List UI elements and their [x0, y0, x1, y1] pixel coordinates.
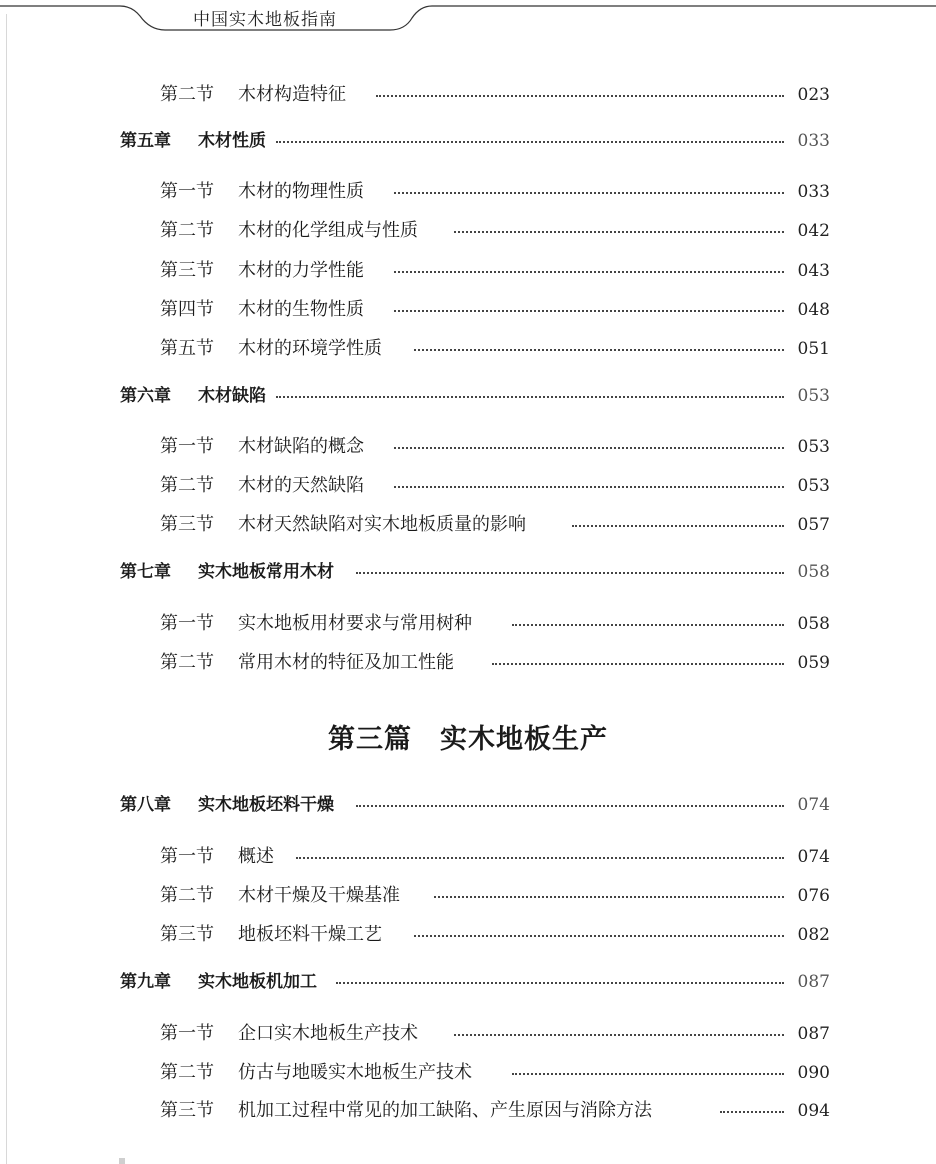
entry-title: 木材的天然缺陷 — [238, 475, 364, 496]
entry-title: 实木地板用材要求与常用树种 — [238, 613, 472, 634]
dot-leader — [720, 1111, 784, 1113]
entry-title: 木材干燥及干燥基准 — [238, 885, 400, 906]
entry-label: 第二节 — [160, 1062, 214, 1083]
entry-title: 常用木材的特征及加工性能 — [238, 652, 454, 673]
toc-chapter[interactable] — [0, 383, 936, 409]
entry-page: 042 — [797, 221, 830, 241]
entry-title: 木材天然缺陷对实木地板质量的影响 — [238, 514, 526, 535]
entry-title: 木材的化学组成与性质 — [238, 220, 418, 241]
entry-title: 木材的生物性质 — [238, 299, 364, 320]
toc-entry[interactable] — [0, 883, 936, 909]
dot-leader — [492, 663, 784, 665]
chapter-label: 第六章 — [120, 386, 171, 406]
dot-leader — [296, 857, 784, 859]
toc-entry[interactable] — [0, 179, 936, 205]
toc-entry[interactable] — [0, 1098, 936, 1124]
entry-page: 051 — [797, 339, 830, 359]
entry-label: 第二节 — [160, 84, 214, 105]
entry-label: 第二节 — [160, 475, 214, 496]
entry-page: 023 — [797, 85, 830, 105]
entry-label: 第四节 — [160, 299, 214, 320]
chapter-label: 第七章 — [120, 562, 171, 582]
entry-label: 第三节 — [160, 1100, 214, 1121]
chapter-page: 053 — [797, 386, 830, 406]
toc-entry[interactable] — [0, 611, 936, 637]
entry-title: 机加工过程中常见的加工缺陷、产生原因与消除方法 — [238, 1100, 652, 1121]
entry-page: 082 — [797, 925, 830, 945]
chapter-page: 033 — [797, 131, 830, 151]
entry-label: 第一节 — [160, 846, 214, 867]
dot-leader — [394, 447, 784, 449]
dot-leader — [376, 95, 784, 97]
entry-title: 木材的物理性质 — [238, 181, 364, 202]
entry-title: 企口实木地板生产技术 — [238, 1023, 418, 1044]
chapter-title: 木材性质 — [198, 131, 266, 151]
toc-entry[interactable] — [0, 82, 936, 108]
entry-title: 木材的力学性能 — [238, 260, 364, 281]
entry-page: 076 — [797, 886, 830, 906]
entry-label: 第五节 — [160, 338, 214, 359]
dot-leader — [512, 1073, 784, 1075]
entry-title: 木材缺陷的概念 — [238, 436, 364, 457]
dot-leader — [572, 525, 784, 527]
entry-label: 第三节 — [160, 924, 214, 945]
entry-page: 058 — [797, 614, 830, 634]
chapter-title: 实木地板坯料干燥 — [198, 795, 334, 815]
entry-label: 第三节 — [160, 514, 214, 535]
entry-page: 094 — [797, 1101, 830, 1121]
chapter-label: 第八章 — [120, 795, 171, 815]
entry-label: 第一节 — [160, 613, 214, 634]
chapter-page: 058 — [797, 562, 830, 582]
entry-page: 074 — [797, 847, 830, 867]
entry-page: 087 — [797, 1024, 830, 1044]
entry-label: 第二节 — [160, 652, 214, 673]
dot-leader — [414, 349, 784, 351]
entry-title: 木材的环境学性质 — [238, 338, 382, 359]
entry-label: 第二节 — [160, 220, 214, 241]
running-header — [0, 0, 936, 34]
toc-entry[interactable] — [0, 297, 936, 323]
toc-chapter[interactable] — [0, 559, 936, 585]
toc-entry[interactable] — [0, 1060, 936, 1086]
chapter-label: 第五章 — [120, 131, 171, 151]
toc-entry[interactable] — [0, 218, 936, 244]
entry-page: 048 — [797, 300, 830, 320]
entry-page: 053 — [797, 437, 830, 457]
chapter-page: 087 — [797, 972, 830, 992]
toc-entry[interactable] — [0, 473, 936, 499]
part-heading: 第三篇 实木地板生产 — [328, 724, 608, 755]
entry-title: 仿古与地暖实木地板生产技术 — [238, 1062, 472, 1083]
dot-leader — [276, 141, 784, 143]
dot-leader — [434, 896, 784, 898]
entry-label: 第一节 — [160, 1023, 214, 1044]
toc-chapter[interactable] — [0, 128, 936, 154]
page-corner-mark — [119, 1158, 125, 1164]
dot-leader — [356, 572, 784, 574]
entry-label: 第三节 — [160, 260, 214, 281]
toc-entry[interactable] — [0, 434, 936, 460]
toc-entry[interactable] — [0, 1021, 936, 1047]
header-tab-shape — [0, 0, 936, 34]
chapter-label: 第九章 — [120, 972, 171, 992]
entry-page: 033 — [797, 182, 830, 202]
entry-page: 043 — [797, 261, 830, 281]
header-title: 中国实木地板指南 — [193, 10, 337, 30]
entry-label: 第二节 — [160, 885, 214, 906]
chapter-title: 实木地板机加工 — [198, 972, 317, 992]
entry-page: 053 — [797, 476, 830, 496]
chapter-title: 实木地板常用木材 — [198, 562, 334, 582]
dot-leader — [394, 486, 784, 488]
toc-chapter[interactable] — [0, 792, 936, 818]
entry-label: 第一节 — [160, 181, 214, 202]
dot-leader — [394, 192, 784, 194]
chapter-page: 074 — [797, 795, 830, 815]
dot-leader — [454, 231, 784, 233]
toc-entry[interactable] — [0, 844, 936, 870]
toc-entry[interactable] — [0, 650, 936, 676]
entry-page: 057 — [797, 515, 830, 535]
toc-entry[interactable] — [0, 512, 936, 538]
entry-page: 090 — [797, 1063, 830, 1083]
toc-entry[interactable] — [0, 258, 936, 284]
chapter-title: 木材缺陷 — [198, 386, 266, 406]
dot-leader — [394, 271, 784, 273]
entry-title: 木材构造特征 — [238, 84, 346, 105]
dot-leader — [512, 624, 784, 626]
dot-leader — [356, 805, 784, 807]
entry-title: 概述 — [238, 846, 274, 867]
dot-leader — [394, 310, 784, 312]
dot-leader — [454, 1034, 784, 1036]
dot-leader — [414, 935, 784, 937]
dot-leader — [276, 396, 784, 398]
entry-label: 第一节 — [160, 436, 214, 457]
entry-page: 059 — [797, 653, 830, 673]
toc-entry[interactable] — [0, 922, 936, 948]
dot-leader — [336, 982, 784, 984]
toc-chapter[interactable] — [0, 969, 936, 995]
toc-entry[interactable] — [0, 336, 936, 362]
entry-title: 地板坯料干燥工艺 — [238, 924, 382, 945]
